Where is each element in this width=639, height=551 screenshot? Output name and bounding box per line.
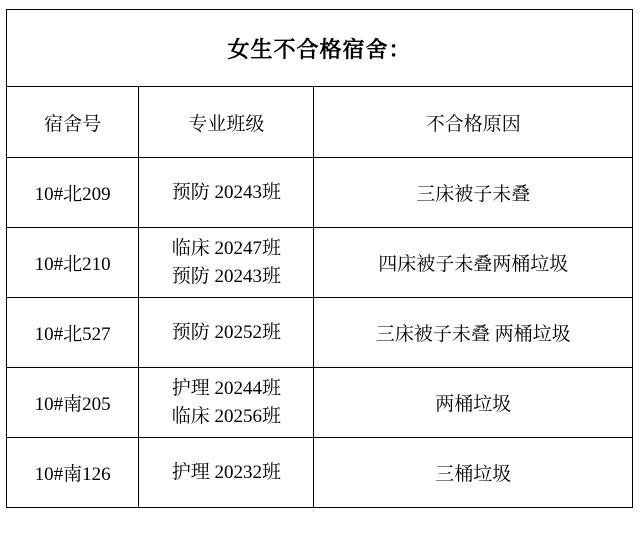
class-line: 临床 20256班 (171, 405, 281, 427)
class-line: 临床 20247班 (171, 237, 281, 259)
table-row (7, 368, 633, 438)
table-header-row (7, 87, 633, 158)
column-header-class: 专业班级 (139, 87, 314, 158)
table-row (7, 158, 633, 228)
cell-reason: 三床被子未叠 (314, 158, 633, 228)
class-line: 护理 20244班 (171, 377, 281, 399)
cell-reason: 三床被子未叠 两桶垃圾 (314, 298, 633, 368)
class-line: 预防 20243班 (171, 181, 281, 203)
cell-class (139, 228, 314, 298)
cell-dorm: 10#南205 (7, 368, 139, 438)
cell-class (139, 298, 314, 368)
cell-dorm: 10#南126 (7, 438, 139, 508)
unqualified-dorm-table (6, 9, 633, 508)
column-header-reason: 不合格原因 (314, 87, 633, 158)
class-line: 护理 20232班 (171, 461, 281, 483)
table-title-row (7, 10, 633, 87)
cell-class (139, 368, 314, 438)
table-row (7, 228, 633, 298)
cell-dorm: 10#北209 (7, 158, 139, 228)
cell-reason: 三桶垃圾 (314, 438, 633, 508)
table-title: 女生不合格宿舍： (7, 10, 633, 87)
column-header-dorm: 宿舍号 (7, 87, 139, 158)
cell-reason: 两桶垃圾 (314, 368, 633, 438)
table-row (7, 438, 633, 508)
cell-reason: 四床被子未叠两桶垃圾 (314, 228, 633, 298)
class-line: 预防 20243班 (171, 265, 281, 287)
cell-class (139, 438, 314, 508)
cell-class (139, 158, 314, 228)
table-row (7, 298, 633, 368)
cell-dorm: 10#北210 (7, 228, 139, 298)
cell-dorm: 10#北527 (7, 298, 139, 368)
class-line: 预防 20252班 (171, 321, 281, 343)
